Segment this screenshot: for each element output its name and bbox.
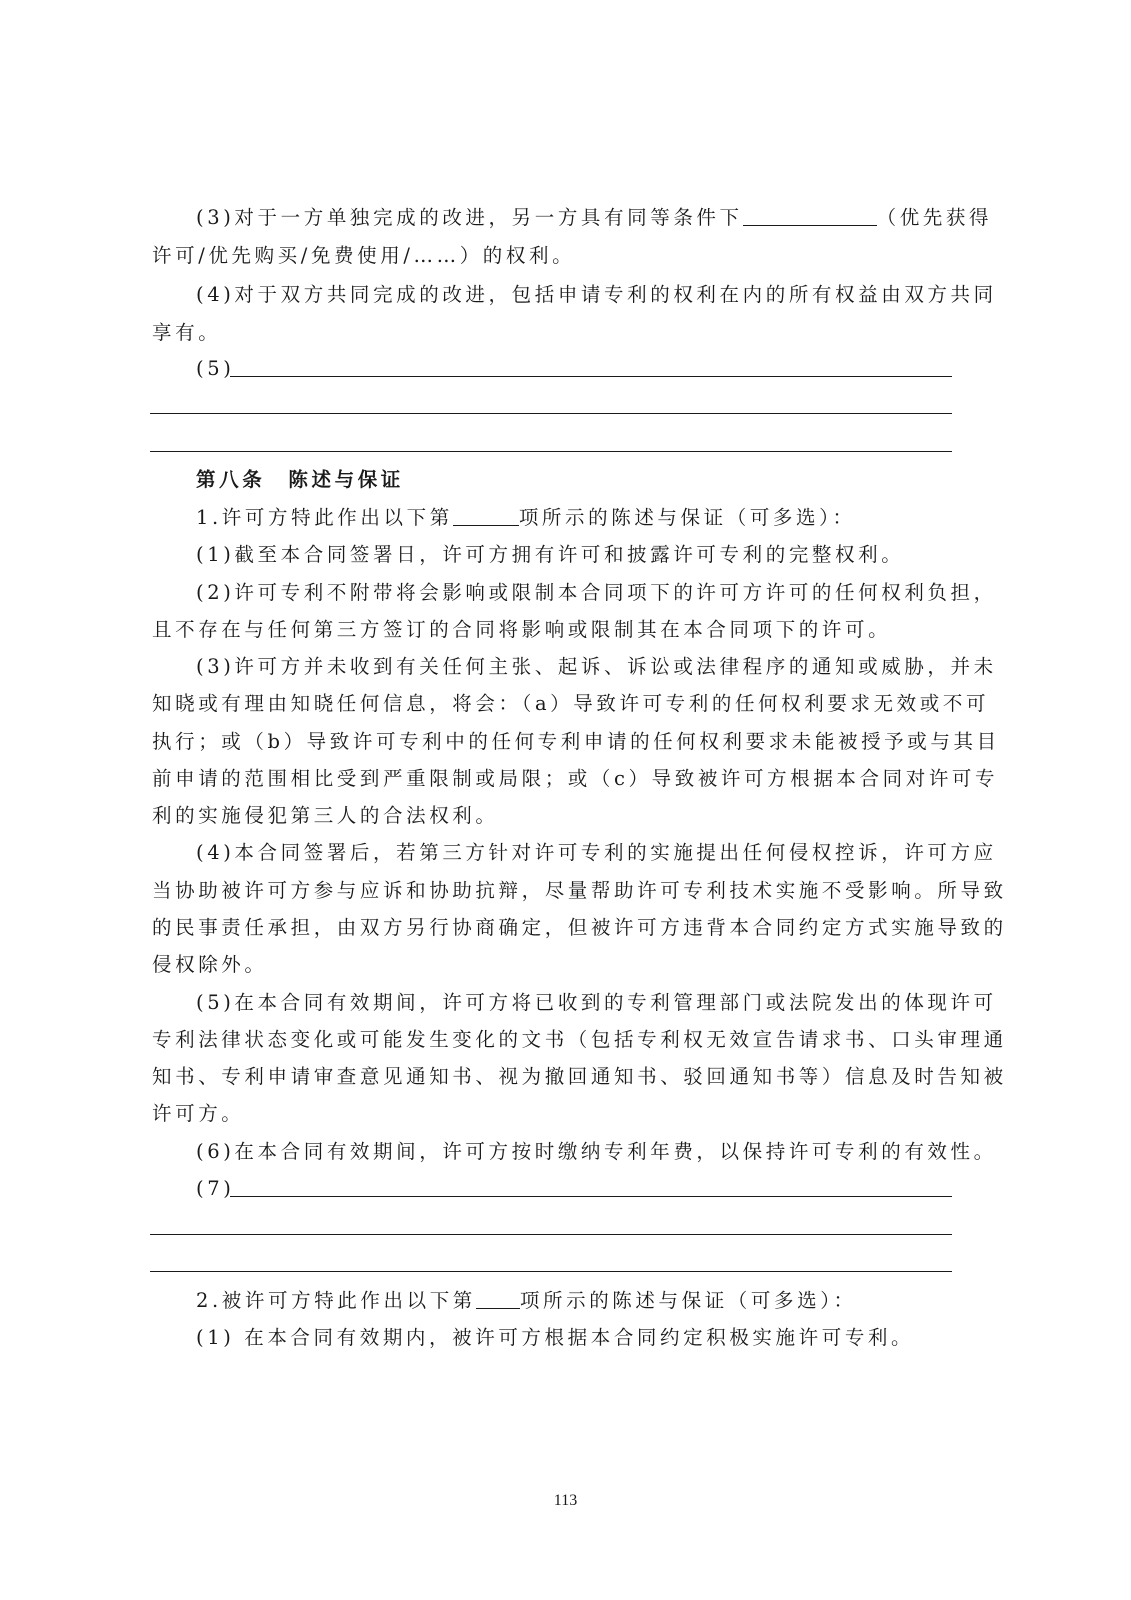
article8-p2-cont: 且不存在与任何第三方签订的合同将影响或限制其在本合同项下的许可。 [152, 618, 892, 641]
article8-p6: (6)在本合同有效期间，许可方按时缴纳专利年费，以保持许可专利的有效性。 [196, 1140, 997, 1163]
article8-p1: (1)截至本合同签署日，许可方拥有许可和披露许可专利的完整权利。 [196, 543, 905, 566]
article7-item5-label: (5) [196, 357, 235, 380]
article8-p3-cont: 执行；或（b）导致许可专利中的任何专利申请的任何权利要求未能被授予或与其目 [152, 730, 1000, 753]
article8-p4-cont: 当协助被许可方参与应诉和协助抗辩，尽量帮助许可专利技术实施不受影响。所导致 [152, 879, 1007, 902]
article8-q1: (1) 在本合同有效期内，被许可方根据本合同约定积极实施许可专利。 [196, 1326, 915, 1349]
article7-item4: (4)对于双方共同完成的改进，包括申请专利的权利在内的所有权益由双方共同 [196, 283, 997, 306]
fill-line [230, 1196, 952, 1197]
blank-field [476, 1288, 520, 1309]
article7-item3: (3)对于一方单独完成的改进，另一方具有同等条件下 （优先获得 [196, 206, 993, 229]
article8-p2: (2)许可专利不附带将会影响或限制本合同项下的许可方许可的任何权利负担， [196, 581, 997, 604]
article8-p5-cont: 专利法律状态变化或可能发生变化的文书（包括专利权无效宣告请求书、口头审理通 [152, 1028, 1007, 1051]
fill-line [150, 451, 952, 452]
article7-item4-cont: 享有。 [152, 321, 222, 344]
fill-line [150, 1234, 952, 1235]
article8-p3-cont: 知晓或有理由知晓任何信息，将会：（a）导致许可专利的任何权利要求无效或不可 [152, 692, 990, 715]
fill-line [150, 1271, 952, 1272]
article8-p5-cont: 许可方。 [152, 1102, 245, 1125]
article8-p4-cont: 的民事责任承担，由双方另行协商确定，但被许可方违背本合同约定方式实施导致的 [152, 916, 1007, 939]
article8-p3-cont: 利的实施侵犯第三人的合法权利。 [152, 804, 499, 827]
article8-p5: (5)在本合同有效期间，许可方将已收到的专利管理部门或法院发出的体现许可 [196, 991, 997, 1014]
article8-p7-label: (7) [196, 1177, 235, 1200]
blank-field [743, 205, 877, 226]
article8-p3: (3)许可方并未收到有关任何主张、起诉、诉讼或法律程序的通知或威胁，并未 [196, 655, 997, 678]
article8-p4: (4)本合同签署后，若第三方针对许可专利的实施提出任何侵权控诉，许可方应 [196, 841, 997, 864]
article8-p4-cont: 侵权除外。 [152, 953, 268, 976]
article8-p5-cont: 知书、专利申请审查意见通知书、视为撤回通知书、驳回通知书等）信息及时告知被 [152, 1065, 1007, 1088]
fill-line [230, 376, 952, 377]
page-number: 113 [553, 1492, 578, 1509]
article8-title: 第八条 陈述与保证 [196, 468, 404, 491]
article8-section1: 1.许可方特此作出以下第 项所示的陈述与保证（可多选）： [196, 506, 856, 529]
article7-item3-cont: 许可/优先购买/免费使用/……）的权利。 [152, 244, 576, 267]
fill-line [150, 413, 952, 414]
article8-section2: 2.被许可方特此作出以下第 项所示的陈述与保证（可多选）： [196, 1289, 857, 1312]
article8-p3-cont: 前申请的范围相比受到严重限制或局限；或（c）导致被许可方根据本合同对许可专 [152, 767, 999, 790]
blank-field [453, 505, 519, 526]
